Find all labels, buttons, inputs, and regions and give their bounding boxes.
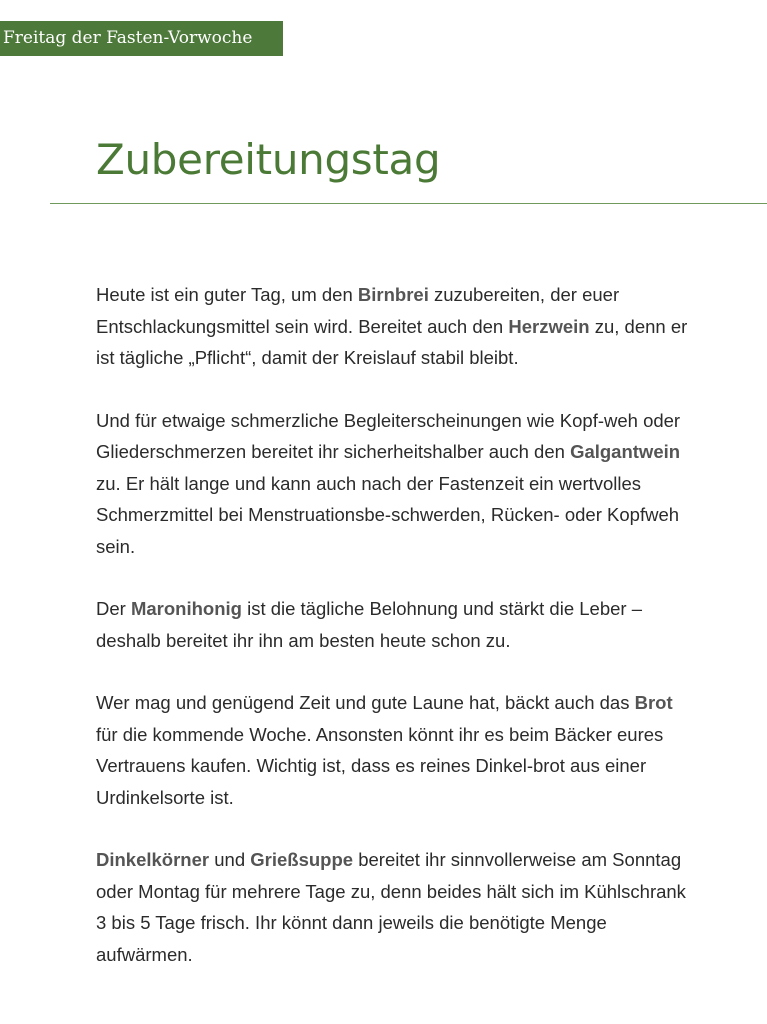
paragraph — [96, 844, 696, 970]
paragraph — [96, 687, 696, 813]
text-segment: ist die tägliche Belohnung und stärkt die Leber – deshalb bereitet ihr ihn am besten heute schon zu. — [96, 598, 643, 651]
text-segment: zuzubereiten, der euer Entschlackungsmittel sein wird. Bereitet auch den — [96, 284, 620, 337]
highlighted-term: Herzwein — [508, 315, 590, 337]
highlighted-term: Maronihonig — [130, 598, 242, 619]
text-segment: Heute ist ein guter Tag, um den — [96, 284, 358, 305]
page-title: Zubereitungstag — [96, 135, 441, 184]
text-segment: und — [209, 849, 251, 870]
highlighted-term: Brot — [634, 692, 673, 713]
highlighted-term: Galgantwein — [570, 441, 681, 462]
paragraph — [96, 279, 696, 374]
text-segment: Der — [96, 598, 131, 619]
body-text — [96, 279, 696, 1001]
highlighted-term: Birnbrei — [357, 284, 429, 305]
highlighted-term: Grießsuppe — [250, 849, 354, 870]
title-divider — [50, 203, 767, 204]
text-segment: Und für etwaige schmerzliche Begleiterscheinungen wie Kopf-weh oder Gliederschmerzen bereitet ihr sicherheitshalber auch den — [96, 409, 681, 462]
text-segment: bereitet ihr sinnvollerweise am Sonntag oder Montag für mehrere Tage zu, denn beides hält sich im Kühlschrank 3 bis 5 Tage frisch. Ihr könnt dann jeweils die benötigte Menge aufwärmen. — [96, 849, 686, 965]
section-label: Freitag der Fasten-Vorwoche — [0, 21, 283, 56]
highlighted-term: Dinkelkörner — [96, 849, 210, 870]
paragraph — [96, 593, 696, 656]
paragraph — [96, 405, 696, 563]
text-segment: für die kommende Woche. Ansonsten könnt ihr es beim Bäcker eures Vertrauens kaufen. Wichtig ist, dass es reines Dinkel-brot aus einer Urdinkelsorte ist. — [96, 723, 664, 808]
text-segment: Wer mag und genügend Zeit und gute Laune hat, bäckt auch das — [96, 692, 635, 713]
text-segment: zu, denn er ist tägliche „Pflicht“, damit der Kreislauf stabil bleibt. — [96, 315, 688, 368]
text-segment: zu. Er hält lange und kann auch nach der Fastenzeit ein wertvolles Schmerzmittel bei Menstruationsbe-schwerden, Rücken- oder Kopfweh sein. — [96, 472, 680, 557]
